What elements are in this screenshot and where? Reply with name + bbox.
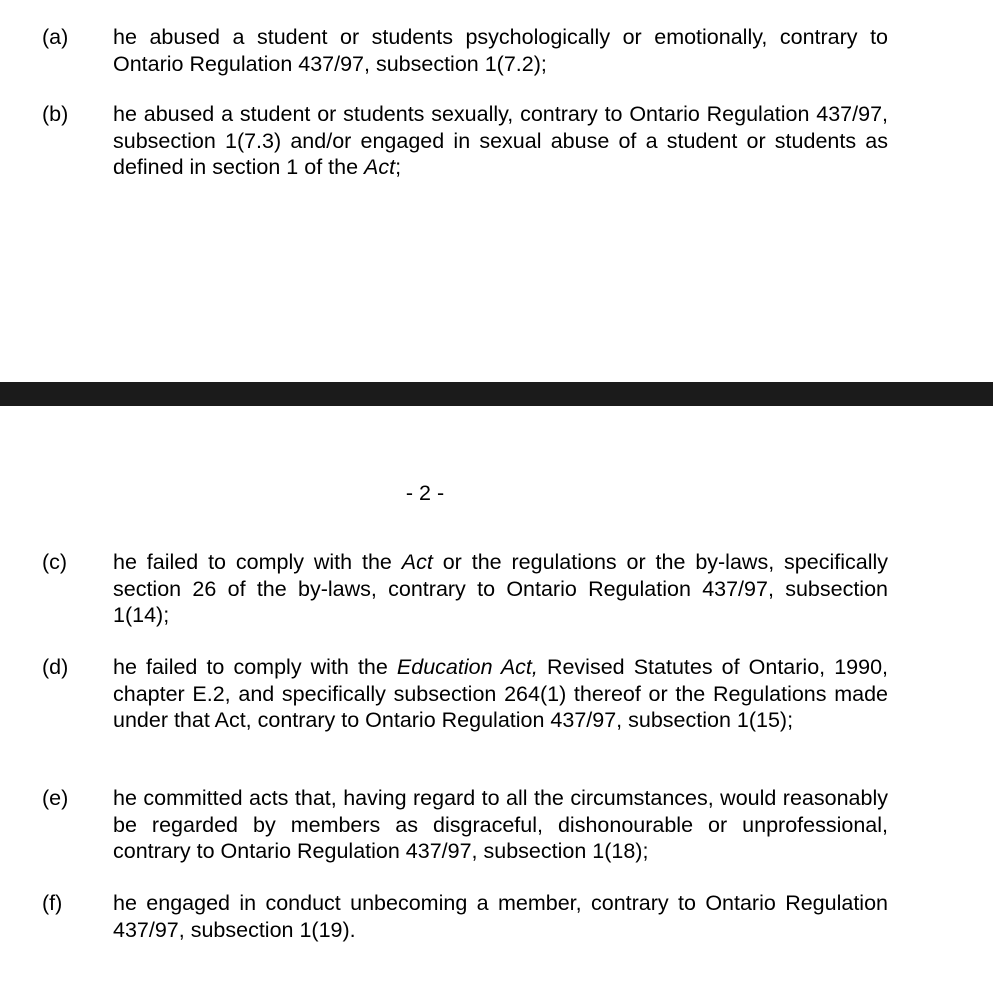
clause-text <box>113 101 888 181</box>
clause-text-italic: Education Act, <box>396 655 538 679</box>
clause-text <box>113 785 888 865</box>
page-number: - 2 - <box>405 481 445 505</box>
clause-text-segment: he committed acts that, having regard to all the circumstances, would reasonably be regarded by members as disgraceful, dishonourable or unprofessional, contrary to Ontario Regulation 437/97, subsection 1(18); <box>113 786 888 863</box>
clause-text-segment: he failed to comply with the <box>113 655 397 679</box>
clause-text-segment: he engaged in conduct unbecoming a member, contrary to Ontario Regulation 437/97, subsection 1(19). <box>113 891 888 942</box>
clause-d <box>42 654 888 734</box>
clause-a <box>42 24 888 77</box>
clause-b <box>42 101 888 181</box>
clause-text-segment: ; <box>395 155 402 179</box>
clause-text <box>113 549 888 629</box>
clause-label: (a) <box>42 25 69 49</box>
clause-f <box>42 890 888 943</box>
clause-e <box>42 785 888 865</box>
clause-text-segment: or the regulations or the by-laws, specifically section 26 of the by-laws, contrary to Ontario Regulation 437/97, subsection 1(14); <box>113 550 889 627</box>
clause-label: (c) <box>42 550 68 574</box>
page-break-bar <box>0 382 993 406</box>
clause-label: (e) <box>42 786 69 810</box>
clause-label: (f) <box>42 891 63 915</box>
clause-label: (d) <box>42 655 69 679</box>
clause-label: (b) <box>42 102 69 126</box>
clause-text-segment: he abused a student or students psychologically or emotionally, contrary to Ontario Regulation 437/97, subsection 1(7.2); <box>113 25 888 76</box>
clause-text <box>113 654 888 734</box>
clause-text-segment: he failed to comply with the <box>113 550 402 574</box>
clause-text-italic: Act <box>364 155 396 179</box>
clause-c <box>42 549 888 629</box>
clause-text-segment: he abused a student or students sexually, contrary to Ontario Regulation 437/97, subsection 1(7.3) and/or engaged in sexual abuse of a student or students as defined in section 1 of the <box>113 102 888 179</box>
clause-text <box>113 890 888 943</box>
clause-text-segment: Revised Statutes of Ontario, 1990, chapter E.2, and specifically subsection 264(1) thereof or the Regulations made under that Act, contrary to Ontario Regulation 437/97, subsection 1(15); <box>113 655 889 732</box>
clause-text-italic: Act <box>401 550 433 574</box>
clause-text <box>113 24 888 77</box>
